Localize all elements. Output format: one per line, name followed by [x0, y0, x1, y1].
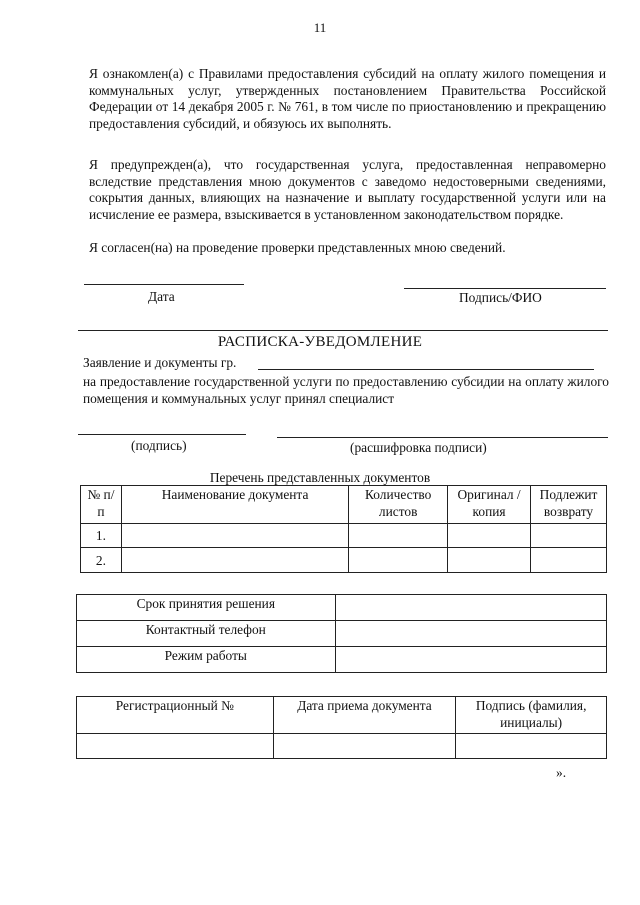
row-number: 1. — [81, 524, 122, 548]
applicant-name-line[interactable] — [258, 369, 594, 370]
table-row — [77, 595, 607, 621]
closing-quote: ». — [556, 765, 567, 780]
documents-table — [80, 485, 607, 573]
signature-initials-cell[interactable] — [456, 734, 607, 759]
header-original-copy: Оригинал /копия — [448, 486, 531, 524]
sheet-count-cell[interactable] — [349, 548, 448, 573]
registration-table-header — [77, 697, 607, 734]
header-signature-initials: Подпись (фамилия, инициалы) — [456, 697, 607, 734]
header-return: Подлежит возврату — [531, 486, 607, 524]
working-hours-value[interactable] — [335, 647, 606, 673]
return-cell[interactable] — [531, 524, 607, 548]
service-info-table — [76, 594, 607, 673]
date-label: Дата — [148, 289, 175, 304]
registration-number-cell[interactable] — [77, 734, 274, 759]
paragraph-warning: Я предупрежден(а), что государственная услуга, предоставленная неправомерно вследствие представления мною документов с заведомо недостоверными сведениями, сокрытия данных, влияющих на назначение и выплату государственной услуги или на исчисление ее размера, взыскивается в установленном законодательством порядке. — [89, 157, 606, 222]
receipt-applicant-label: Заявление и документы гр. — [83, 355, 237, 370]
header-sheet-count: Количество листов — [349, 486, 448, 524]
header-registration-number: Регистрационный № — [77, 697, 274, 734]
header-number: № п/п — [81, 486, 122, 524]
decision-deadline-label: Срок принятия решения — [77, 595, 336, 621]
registration-table — [76, 696, 607, 759]
sheet-count-cell[interactable] — [349, 524, 448, 548]
signature-decode-label: (расшифровка подписи) — [350, 440, 487, 455]
original-copy-cell[interactable] — [448, 524, 531, 548]
contact-phone-value[interactable] — [335, 621, 606, 647]
document-name-cell[interactable] — [121, 524, 348, 548]
table-row — [77, 734, 607, 759]
table-row — [77, 647, 607, 673]
header-receipt-date: Дата приема документа — [273, 697, 456, 734]
section-separator — [78, 330, 608, 331]
header-document-name: Наименование документа — [121, 486, 348, 524]
working-hours-label: Режим работы — [77, 647, 336, 673]
receipt-title: РАСПИСКА-УВЕДОМЛЕНИЕ — [217, 334, 423, 350]
table-row — [81, 524, 607, 548]
documents-table-caption: Перечень представленных документов — [209, 470, 431, 485]
specialist-signature-line[interactable] — [78, 434, 246, 435]
table-row — [77, 621, 607, 647]
receipt-service-text: на предоставление государственной услуги по предоставлению субсидии на оплату жилого помещения и коммунальных услуг принял специалист — [83, 374, 609, 406]
paragraph-acknowledgement: Я ознакомлен(а) с Правилами предоставления субсидий на оплату жилого помещения и коммунальных услуг, утвержденных постановлением Правительства Российской Федерации от 14 декабря 2005 г. № 761, в том числе по приостановлению и прекращению предоставления субсидий, и обязуюсь их выполнять. — [89, 66, 606, 131]
original-copy-cell[interactable] — [448, 548, 531, 573]
table-row — [81, 548, 607, 573]
signature-name-label: Подпись/ФИО — [459, 290, 542, 305]
receipt-date-cell[interactable] — [273, 734, 456, 759]
date-signature-line[interactable] — [84, 284, 244, 285]
page-number: 11 — [313, 20, 327, 35]
contact-phone-label: Контактный телефон — [77, 621, 336, 647]
document-name-cell[interactable] — [121, 548, 348, 573]
documents-table-header — [81, 486, 607, 524]
signature-label: (подпись) — [131, 438, 187, 453]
decision-deadline-value[interactable] — [335, 595, 606, 621]
name-signature-line[interactable] — [404, 288, 606, 289]
specialist-name-line[interactable] — [277, 437, 608, 438]
paragraph-consent: Я согласен(на) на проведение проверки представленных мною сведений. — [89, 240, 506, 255]
row-number: 2. — [81, 548, 122, 573]
return-cell[interactable] — [531, 548, 607, 573]
